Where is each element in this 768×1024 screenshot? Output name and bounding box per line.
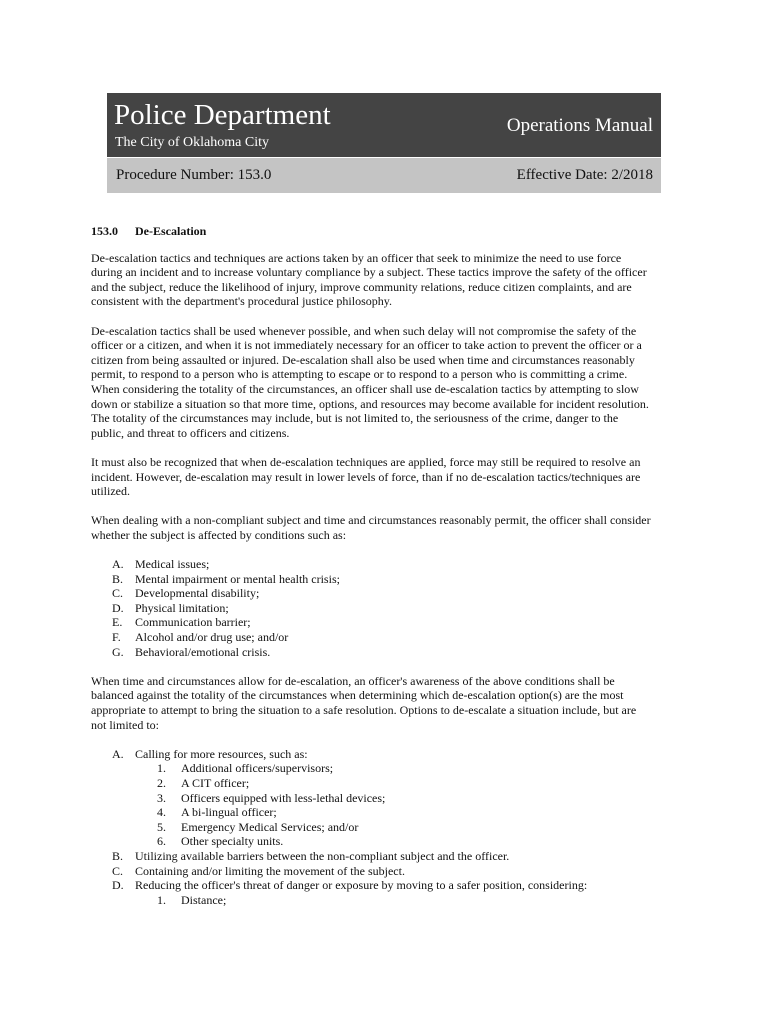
paragraph-options-intro: When time and circumstances allow for de-escalation, an officer's awareness of the above conditions shall be balanced against the totality of the circumstances when determining which de-escalation option(s) are the most appropriate to attempt to bring the situation to a safe resolution. Options to de-escalate a situation include, but are not limited to: <box>91 673 637 732</box>
sub-list-item: 4. A bi-lingual officer; <box>157 805 277 820</box>
list-item: D. Physical limitation; <box>112 600 229 615</box>
section-title: De-Escalation <box>135 224 207 238</box>
manual-title: Operations Manual <box>506 115 653 136</box>
sub-list-item: 1. Additional officers/supervisors; <box>157 761 334 776</box>
procedure-number: Procedure Number: 153.0 <box>116 167 272 183</box>
paragraph-usage: De-escalation tactics shall be used whenever possible, and when such delay will not compromise the safety of the officer or a citizen, and when it is not immediately necessary for an officer to take action to prevent the officer or a citizen from being assaulted or injured. De-escalation shall also be used when time and circumstances reasonably permit, to respond to a person who is attempting to escape or to respond to a person who is committing a crime. When considering the totality of the circumstances, an officer shall use de-escalation tactics by attempting to slow down or stabilize a situation so that more time, options, and resources may become available for incident resolution. The totality of the circumstances may include, but is not limited to, the seriousness of the crime, danger to the public, and threat to officers and citizens. <box>91 323 649 440</box>
section-heading <box>91 224 681 239</box>
sub-list-item: 5. Emergency Medical Services; and/or <box>157 819 359 834</box>
effective-date: Effective Date: 2/2018 <box>516 167 653 183</box>
sub-list-item: 3. Officers equipped with less-lethal devices; <box>157 790 386 805</box>
conditions-list <box>91 557 681 659</box>
paragraph-force: It must also be recognized that when de-escalation techniques are applied, force may still be required to resolve an incident. However, de-escalation may result in lower levels of force, than if no de-escalation tactics/techniques are utilized. <box>91 454 641 499</box>
list-item: E. Communication barrier; <box>112 615 251 630</box>
paragraph-conditions-intro: When dealing with a non-compliant subject and time and circumstances reasonably permit, the officer shall consider whether the subject is affected by conditions such as: <box>91 513 651 542</box>
list-item: B. Utilizing available barriers between the non-compliant subject and the officer. <box>112 848 510 863</box>
section-number: 153.0 <box>91 224 118 238</box>
document-body <box>91 224 681 907</box>
department-title: Police Department <box>114 99 331 131</box>
list-item: B. Mental impairment or mental health crisis; <box>112 571 340 586</box>
list-item: C. Containing and/or limiting the movement of the subject. <box>112 863 405 878</box>
list-item: A. Medical issues; <box>112 557 210 572</box>
sub-list-item: 6. Other specialty units. <box>157 834 284 849</box>
list-item: A. Calling for more resources, such as: <box>112 746 308 761</box>
header-procedure-bar <box>107 158 661 193</box>
list-item: D. Reducing the officer's threat of danger or exposure by moving to a safer position, considering: <box>112 878 588 893</box>
list-item: F. Alcohol and/or drug use; and/or <box>112 630 289 645</box>
sub-list-item: 2. A CIT officer; <box>157 775 250 790</box>
options-list <box>91 747 681 908</box>
city-name: The City of Oklahoma City <box>115 135 269 150</box>
header-title-bar <box>107 93 661 157</box>
list-item: G. Behavioral/emotional crisis. <box>112 644 271 659</box>
list-item: C. Developmental disability; <box>112 586 260 601</box>
sub-list-item: 1. Distance; <box>157 892 227 907</box>
paragraph-definition: De-escalation tactics and techniques are actions taken by an officer that seek to minimize the need to use force during an incident and to increase voluntary compliance by a subject. These tactics improve the safety of the officer and the subject, reduce the likelihood of injury, improve community relations, reduce citizen complaints, and are consistent with the department's procedural justice philosophy. <box>91 250 647 309</box>
